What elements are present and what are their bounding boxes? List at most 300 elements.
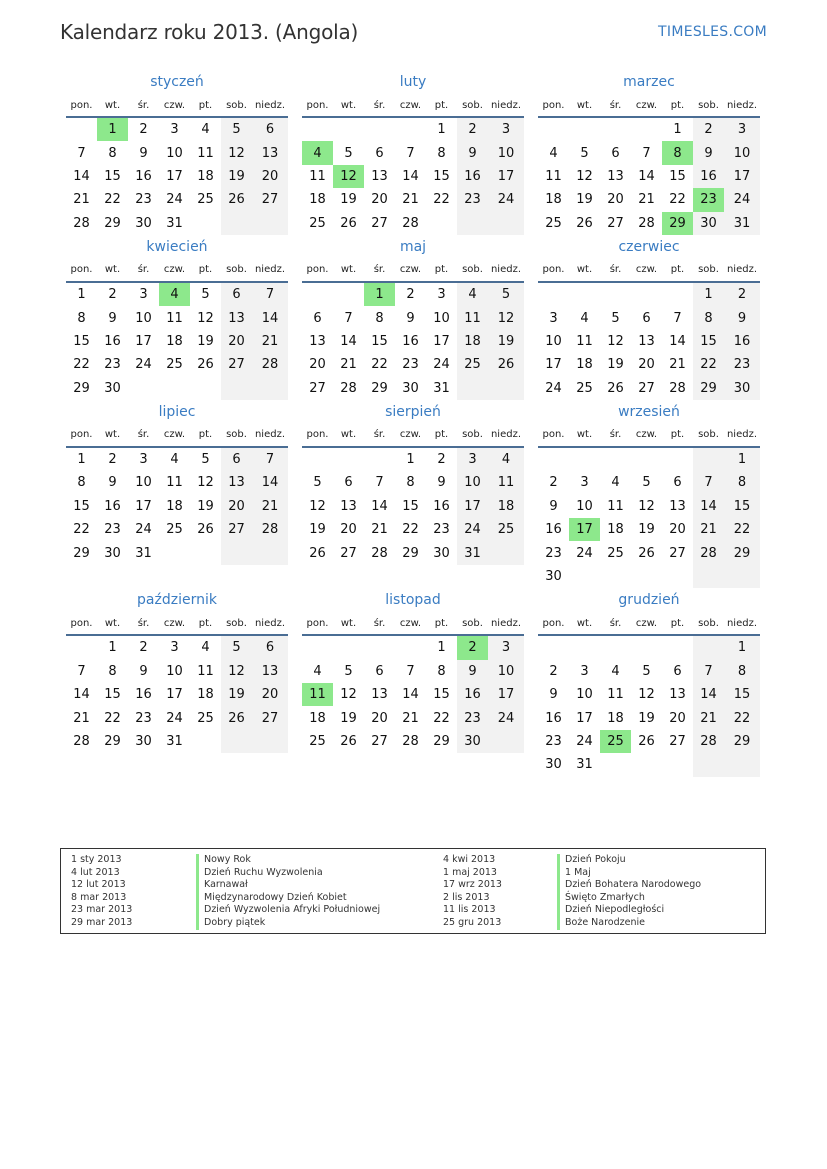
empty-day-cell (190, 730, 221, 753)
day-cell: 5 (221, 635, 252, 659)
weekday-header: niedz. (252, 94, 288, 117)
month-grid (302, 259, 524, 400)
day-cell: 15 (73, 498, 90, 514)
day-cell: 10 (166, 145, 183, 161)
holiday-date: 4 kwi 2013 (443, 854, 496, 865)
day-cell: 24 (576, 734, 593, 749)
month-name: lipiec (158, 403, 196, 420)
day-cell: 18 (607, 710, 624, 726)
week-row (302, 212, 524, 235)
day-cell: 26 (607, 380, 624, 396)
day-cell: 16 (135, 168, 152, 184)
day-cell: 23 (104, 357, 121, 373)
day-cell: 15 (402, 498, 419, 514)
day-cell: 28 (402, 734, 419, 749)
holiday-date: 23 mar 2013 (71, 904, 133, 916)
empty-day-cell (333, 282, 364, 306)
month-calendar (66, 235, 288, 400)
empty-day-cell (364, 635, 395, 659)
day-cell: 17 (545, 357, 562, 373)
day-cell: 3 (549, 310, 558, 326)
weekday-header: czw. (159, 612, 190, 635)
day-cell: 26 (488, 353, 524, 376)
day-cell: 1 (437, 640, 446, 656)
holiday-name: Karnawał (196, 879, 380, 892)
holiday-name: Dzień Ruchu Wyzwolenia (196, 867, 380, 880)
day-cell: 21 (693, 518, 724, 541)
day-cell: 29 (724, 541, 760, 564)
day-cell: 7 (252, 447, 288, 471)
day-cell: 12 (197, 475, 214, 491)
week-row (66, 541, 288, 564)
day-cell: 26 (576, 215, 593, 231)
weekday-header: niedz. (488, 424, 524, 447)
day-cell: 23 (545, 545, 562, 561)
day-cell: 29 (104, 734, 121, 749)
weekday-header: pon. (302, 94, 333, 117)
day-cell: 25 (309, 215, 326, 231)
day-cell: 31 (166, 215, 183, 231)
month-grid (66, 612, 288, 753)
day-cell: 18 (197, 687, 214, 703)
day-cell: 27 (638, 380, 655, 396)
day-cell: 24 (166, 710, 183, 726)
year-calendar (66, 70, 760, 777)
day-cell: 27 (221, 353, 252, 376)
week-row (66, 165, 288, 188)
holidays-names-col-2 (557, 854, 701, 930)
day-cell: 9 (108, 310, 117, 326)
day-cell: 20 (309, 357, 326, 373)
month-name: styczeń (150, 74, 204, 90)
day-cell: 20 (638, 357, 655, 373)
day-cell: 30 (693, 212, 724, 235)
day-cell: 14 (340, 333, 357, 349)
week-row (538, 635, 760, 659)
day-cell: 23 (433, 522, 450, 538)
empty-day-cell (600, 282, 631, 306)
day-cell: 5 (221, 117, 252, 141)
week-row (538, 117, 760, 141)
weekday-header: niedz. (252, 424, 288, 447)
day-cell: 4 (201, 122, 210, 138)
day-cell: 31 (433, 380, 450, 396)
day-cell: 19 (197, 333, 214, 349)
day-cell: 9 (693, 141, 724, 164)
day-cell: 9 (457, 660, 488, 683)
week-row (302, 706, 524, 729)
brand-logo[interactable]: TIMESLES.COM (658, 24, 767, 40)
holiday-day-cell: 1 (97, 117, 128, 141)
empty-day-cell (538, 282, 569, 306)
holidays-dates-col-2 (443, 854, 502, 930)
empty-day-cell (538, 635, 569, 659)
week-row (66, 141, 288, 164)
weekday-header: pt. (190, 259, 221, 282)
weekday-header: wt. (333, 612, 364, 635)
day-cell: 18 (457, 330, 488, 353)
day-cell: 26 (340, 734, 357, 749)
month-calendar (66, 400, 288, 588)
week-row (538, 541, 760, 564)
day-cell: 12 (576, 168, 593, 184)
day-cell: 22 (402, 522, 419, 538)
day-cell: 7 (642, 145, 651, 161)
day-cell: 15 (371, 333, 388, 349)
day-cell: 24 (166, 192, 183, 208)
day-cell: 19 (340, 710, 357, 726)
day-cell: 30 (457, 730, 488, 753)
day-cell: 14 (73, 168, 90, 184)
week-row (538, 353, 760, 376)
day-cell: 16 (104, 333, 121, 349)
day-cell: 28 (638, 215, 655, 231)
day-cell: 6 (252, 635, 288, 659)
weekday-header: śr. (128, 259, 159, 282)
weekday-header: pt. (662, 259, 693, 282)
weekday-header: sob. (457, 612, 488, 635)
weekday-header: śr. (128, 424, 159, 447)
day-cell: 9 (549, 687, 558, 703)
day-cell: 25 (457, 353, 488, 376)
empty-day-cell (538, 447, 569, 471)
holidays-dates-col-1 (71, 854, 132, 930)
day-cell: 26 (638, 734, 655, 749)
day-cell: 11 (197, 145, 214, 161)
day-cell: 2 (693, 117, 724, 141)
day-cell: 22 (669, 192, 686, 208)
day-cell: 10 (545, 333, 562, 349)
month-name: sierpień (385, 403, 441, 420)
week-row (66, 471, 288, 494)
week-row (538, 683, 760, 706)
week-row (302, 518, 524, 541)
day-cell: 1 (77, 287, 86, 303)
day-cell: 26 (638, 545, 655, 561)
day-cell: 6 (313, 310, 322, 326)
week-row (66, 683, 288, 706)
day-cell: 5 (344, 663, 353, 679)
day-cell: 5 (642, 475, 651, 491)
week-row (538, 447, 760, 471)
weekday-header: śr. (600, 259, 631, 282)
weekday-header: sob. (221, 259, 252, 282)
month-calendar (538, 400, 760, 588)
week-row (66, 117, 288, 141)
day-cell: 6 (375, 663, 384, 679)
week-row (302, 730, 524, 753)
empty-day-cell (631, 635, 662, 659)
day-cell: 15 (104, 168, 121, 184)
weekday-header: pon. (302, 424, 333, 447)
day-cell: 13 (340, 498, 357, 514)
day-cell: 4 (488, 447, 524, 471)
day-cell: 22 (104, 710, 121, 726)
day-cell: 2 (108, 452, 117, 468)
day-cell: 26 (197, 357, 214, 373)
day-cell: 2 (108, 287, 117, 303)
week-row (538, 706, 760, 729)
empty-day-cell (252, 730, 288, 753)
day-cell: 21 (638, 192, 655, 208)
day-cell: 22 (724, 518, 760, 541)
weekday-header: czw. (631, 259, 662, 282)
day-cell: 8 (724, 471, 760, 494)
day-cell: 26 (221, 188, 252, 211)
week-row (66, 212, 288, 235)
empty-day-cell (488, 377, 524, 400)
day-cell: 16 (457, 165, 488, 188)
month-grid (538, 259, 760, 400)
holiday-day-cell: 4 (159, 282, 190, 306)
day-cell: 21 (402, 192, 419, 208)
day-cell: 13 (669, 498, 686, 514)
day-cell: 7 (252, 282, 288, 306)
empty-day-cell (302, 117, 333, 141)
day-cell: 13 (638, 333, 655, 349)
holiday-day-cell: 23 (693, 188, 724, 211)
empty-day-cell (600, 117, 631, 141)
holiday-day-cell: 29 (662, 212, 693, 235)
empty-day-cell (631, 565, 662, 588)
empty-day-cell (190, 541, 221, 564)
holiday-day-cell: 11 (302, 683, 333, 706)
empty-day-cell (693, 565, 724, 588)
day-cell: 4 (611, 475, 620, 491)
day-cell: 19 (638, 522, 655, 538)
day-cell: 3 (580, 475, 589, 491)
day-cell: 30 (104, 545, 121, 561)
weekday-header: pon. (66, 424, 97, 447)
month-calendar (538, 70, 760, 235)
week-row (302, 683, 524, 706)
month-grid (66, 94, 288, 235)
day-cell: 27 (340, 545, 357, 561)
day-cell: 27 (607, 215, 624, 231)
weekday-header: pon. (538, 259, 569, 282)
day-cell: 12 (340, 687, 357, 703)
week-row (302, 141, 524, 164)
day-cell: 13 (221, 306, 252, 329)
day-cell: 10 (433, 310, 450, 326)
holiday-date: 29 mar 2013 (71, 916, 133, 928)
week-row (66, 495, 288, 518)
week-row (302, 306, 524, 329)
holiday-name: Nowy Rok (196, 854, 380, 867)
empty-day-cell (538, 117, 569, 141)
day-cell: 26 (309, 545, 326, 561)
day-cell: 3 (724, 117, 760, 141)
day-cell: 25 (545, 215, 562, 231)
holiday-name: Święto Zmarłych (557, 892, 701, 905)
day-cell: 11 (457, 306, 488, 329)
empty-day-cell (333, 635, 364, 659)
weekday-header: sob. (457, 259, 488, 282)
weekday-header: śr. (600, 424, 631, 447)
week-row (538, 212, 760, 235)
day-cell: 21 (340, 357, 357, 373)
weekday-header: pt. (426, 612, 457, 635)
day-cell: 23 (402, 357, 419, 373)
day-cell: 28 (252, 518, 288, 541)
holiday-name: Dzień Bohatera Narodowego (557, 879, 701, 892)
day-cell: 22 (104, 192, 121, 208)
day-cell: 1 (406, 452, 415, 468)
weekday-header: wt. (569, 259, 600, 282)
day-cell: 9 (108, 475, 117, 491)
day-cell: 7 (673, 310, 682, 326)
day-cell: 10 (135, 310, 152, 326)
day-cell: 12 (197, 310, 214, 326)
day-cell: 2 (549, 663, 558, 679)
day-cell: 2 (437, 452, 446, 468)
day-cell: 2 (457, 117, 488, 141)
day-cell: 11 (166, 310, 183, 326)
empty-day-cell (569, 447, 600, 471)
day-cell: 18 (166, 333, 183, 349)
empty-day-cell (395, 117, 426, 141)
empty-day-cell (190, 377, 221, 400)
day-cell: 13 (607, 168, 624, 184)
day-cell: 23 (724, 353, 760, 376)
day-cell: 13 (371, 168, 388, 184)
weekday-header: sob. (221, 424, 252, 447)
day-cell: 16 (135, 687, 152, 703)
weekday-header: sob. (221, 612, 252, 635)
day-cell: 24 (724, 188, 760, 211)
empty-day-cell (159, 377, 190, 400)
day-cell: 22 (724, 706, 760, 729)
day-cell: 11 (488, 471, 524, 494)
empty-day-cell (724, 565, 760, 588)
day-cell: 13 (371, 687, 388, 703)
day-cell: 13 (252, 141, 288, 164)
day-cell: 3 (457, 447, 488, 471)
day-cell: 25 (197, 192, 214, 208)
holiday-date: 25 gru 2013 (443, 916, 502, 928)
empty-day-cell (631, 753, 662, 776)
day-cell: 5 (201, 287, 210, 303)
week-row (302, 165, 524, 188)
day-cell: 8 (437, 145, 446, 161)
empty-day-cell (252, 212, 288, 235)
empty-day-cell (569, 565, 600, 588)
day-cell: 30 (545, 757, 562, 773)
holiday-date: 8 mar 2013 (71, 891, 127, 903)
day-cell: 29 (402, 545, 419, 561)
weekday-header: czw. (159, 259, 190, 282)
day-cell: 18 (576, 357, 593, 373)
day-cell: 12 (221, 141, 252, 164)
empty-day-cell (302, 282, 333, 306)
week-row (538, 377, 760, 400)
holiday-name: Boże Narodzenie (557, 917, 701, 930)
day-cell: 9 (457, 141, 488, 164)
day-cell: 24 (135, 522, 152, 538)
day-cell: 30 (402, 380, 419, 396)
day-cell: 19 (340, 192, 357, 208)
week-row (302, 635, 524, 659)
day-cell: 12 (221, 660, 252, 683)
day-cell: 16 (104, 498, 121, 514)
weekday-header: śr. (364, 424, 395, 447)
day-cell: 18 (607, 522, 624, 538)
day-cell: 10 (488, 141, 524, 164)
empty-day-cell (302, 447, 333, 471)
day-cell: 19 (576, 192, 593, 208)
day-cell: 10 (576, 498, 593, 514)
week-row (302, 188, 524, 211)
weekday-header: niedz. (724, 94, 760, 117)
empty-day-cell (569, 282, 600, 306)
day-cell: 9 (437, 475, 446, 491)
weekday-header: pt. (426, 424, 457, 447)
day-cell: 17 (576, 710, 593, 726)
holiday-date: 1 sty 2013 (71, 854, 122, 865)
weekday-header: czw. (631, 612, 662, 635)
day-cell: 16 (693, 165, 724, 188)
weekday-header: śr. (600, 612, 631, 635)
day-cell: 19 (488, 330, 524, 353)
day-cell: 21 (73, 710, 90, 726)
day-cell: 15 (104, 687, 121, 703)
day-cell: 30 (104, 380, 121, 396)
day-cell: 12 (638, 498, 655, 514)
empty-day-cell (302, 635, 333, 659)
day-cell: 23 (135, 192, 152, 208)
month-name: listopad (385, 592, 441, 609)
weekday-header: wt. (569, 612, 600, 635)
empty-day-cell (693, 635, 724, 659)
day-cell: 27 (669, 545, 686, 561)
weekday-header: pt. (662, 94, 693, 117)
weekday-header: sob. (221, 94, 252, 117)
day-cell: 23 (457, 188, 488, 211)
day-cell: 3 (170, 640, 179, 656)
day-cell: 28 (340, 380, 357, 396)
day-cell: 26 (197, 522, 214, 538)
weekday-header: śr. (128, 94, 159, 117)
day-cell: 14 (252, 471, 288, 494)
day-cell: 30 (135, 215, 152, 231)
holiday-day-cell: 4 (302, 141, 333, 164)
week-row (66, 706, 288, 729)
day-cell: 15 (724, 683, 760, 706)
holiday-day-cell: 17 (569, 518, 600, 541)
day-cell: 4 (170, 452, 179, 468)
day-cell: 20 (340, 522, 357, 538)
day-cell: 11 (166, 475, 183, 491)
day-cell: 21 (669, 357, 686, 373)
day-cell: 9 (406, 310, 415, 326)
holiday-date: 17 wrz 2013 (443, 879, 502, 891)
day-cell: 25 (607, 545, 624, 561)
empty-day-cell (66, 635, 97, 659)
day-cell: 1 (437, 122, 446, 138)
day-cell: 5 (313, 475, 322, 491)
day-cell: 20 (221, 330, 252, 353)
day-cell: 23 (104, 522, 121, 538)
day-cell: 6 (375, 145, 384, 161)
day-cell: 8 (108, 145, 117, 161)
weekday-header: niedz. (724, 259, 760, 282)
week-row (66, 282, 288, 306)
weekday-header: wt. (97, 259, 128, 282)
weekday-header: sob. (457, 94, 488, 117)
weekday-header: czw. (159, 94, 190, 117)
month-calendar (302, 400, 524, 588)
month-calendar (538, 235, 760, 400)
